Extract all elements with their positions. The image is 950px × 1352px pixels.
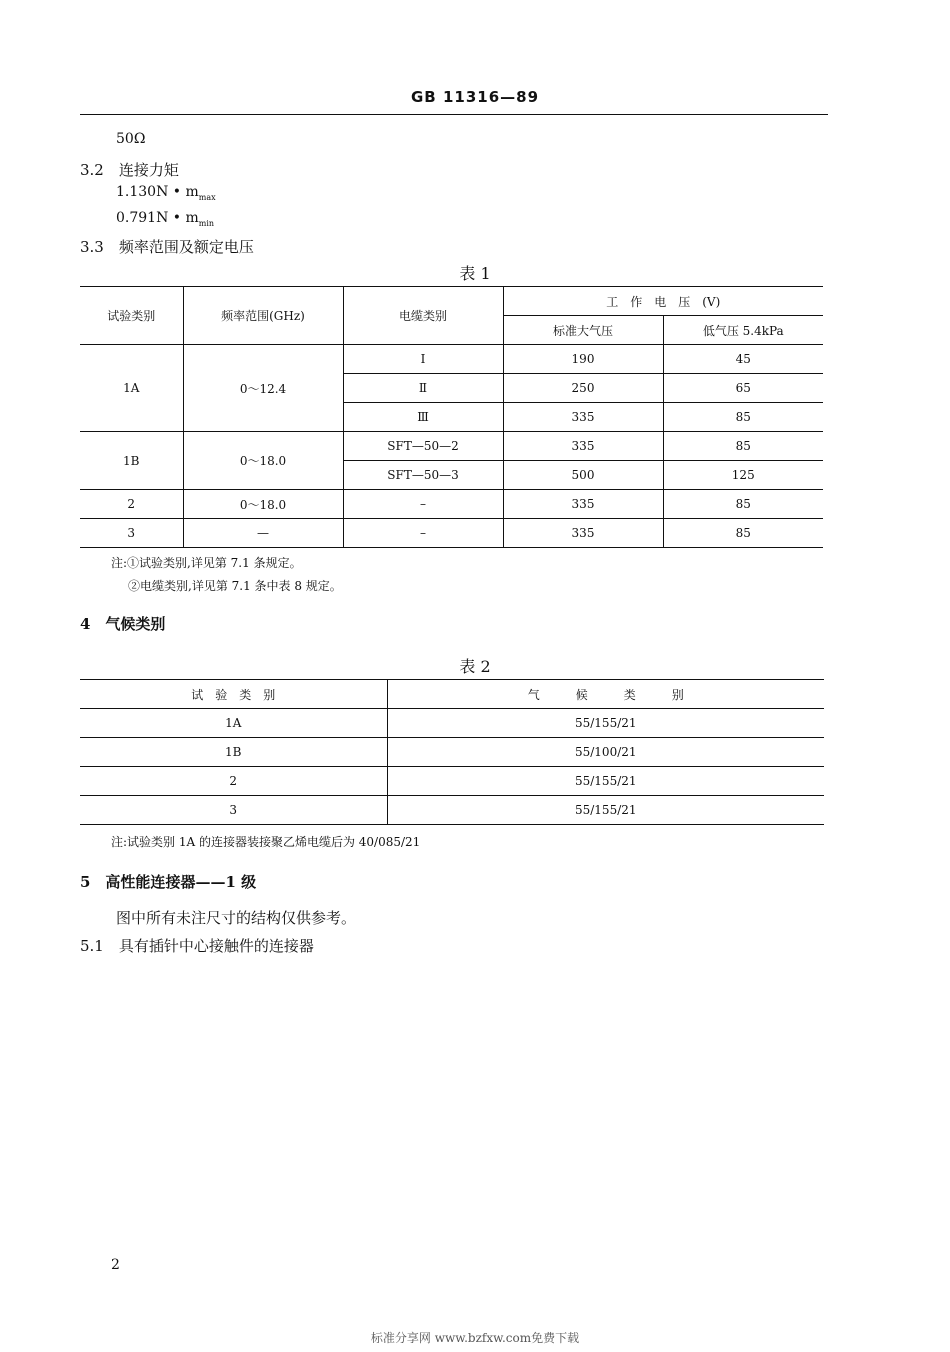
cell-cable: – [343,519,503,548]
table-1-note-2: ②电缆类别,详见第 7.1 条中表 8 规定。 [128,579,342,593]
cell-climate: 55/155/21 [574,803,637,817]
table-row [80,709,824,738]
section-5-title: 5 高性能连接器——1 级 [80,873,257,891]
cell-low: 85 [663,490,823,519]
cell-test: 3 [80,519,183,548]
section-3-2-title: 3.2 连接力矩 [80,161,179,179]
torque-min: 0.791N • $m_{min}$ [116,210,215,228]
torque-max: 1.130N • $m_{max}$ [116,184,216,202]
page-number: 2 [111,1257,120,1273]
cell-std: 335 [503,403,663,432]
section-5-1-title: 5.1 具有插针中心接触件的连接器 [80,937,314,955]
header-test-class: 试 验 类 别 [80,680,387,709]
impedance-value: 50Ω [116,131,146,147]
cell-std: 335 [503,490,663,519]
cell-std: 190 [503,345,663,374]
header-climate: 气 候 类 别 [387,680,824,709]
section-4-title: 4 气候类别 [80,615,166,633]
table-row [80,432,823,461]
cell-freq: 0～12.4 [183,345,343,432]
table-row [80,767,824,796]
section-3-3-title: 3.3 频率范围及额定电压 [80,238,254,256]
table-2-caption: 表 2 [459,657,491,676]
table-1-note-1: 注:①试验类别,详见第 7.1 条规定。 [111,556,302,570]
cell-test: 3 [80,796,387,825]
header-std-pressure: 标准大气压 [503,316,663,345]
table-row [80,490,823,519]
cell-test: 1A [80,709,387,738]
document-header: GB 11316—89 [410,88,540,106]
cell-test: 1B [80,738,387,767]
cell-climate: 55/100/21 [387,738,824,767]
cell-climate: 55/155/21 [387,767,824,796]
table-row [80,738,824,767]
cell-cable: SFT—50—2 [343,432,503,461]
table-1-caption: 表 1 [459,264,491,283]
cell-freq: — [183,519,343,548]
cell-cable: SFT—50—3 [343,461,503,490]
cell-std: 500 [503,461,663,490]
header-voltage: 工 作 电 压 (V) [503,287,823,316]
cell-test: 2 [80,490,183,519]
cell-low: 125 [663,461,823,490]
cell-test: 2 [80,767,387,796]
cell-climate: 55/155/21 [387,709,824,738]
table-2-note: 注:试验类别 1A 的连接器装接聚乙烯电缆后为 40/085/21 [111,835,421,849]
table-row [80,345,823,374]
cell-low: 85 [663,519,823,548]
cell-std: 335 [503,432,663,461]
header-low-pressure: 低气压 5.4kPa [663,316,823,345]
header-frequency: 频率范围(GHz) [183,287,343,345]
cell-test: 1A [80,345,183,432]
cell-test: 1B [80,432,183,490]
cell-freq: 0～18.0 [183,432,343,490]
table-row [80,796,824,825]
table-row [80,519,823,548]
cell-low: 45 [663,345,823,374]
cell-cable: Ⅰ [343,345,503,374]
cell-low: 85 [663,432,823,461]
table-1 [80,286,823,548]
cell-cable: Ⅲ [343,403,503,432]
section-5-text: 图中所有未注尺寸的结构仅供参考。 [116,909,357,927]
table-2 [80,679,824,825]
cell-std: 250 [503,374,663,403]
header-test-class: 试验类别 [80,287,183,345]
header-cable: 电缆类别 [343,287,503,345]
cell-low: 65 [663,374,823,403]
cell-cable: – [343,490,503,519]
cell-low: 85 [663,403,823,432]
cell-freq: 0～18.0 [183,490,343,519]
header-rule [80,114,828,115]
footer-watermark: 标准分享网 www.bzfxw.com免费下载 [370,1331,580,1345]
cell-cable: Ⅱ [343,374,503,403]
cell-std: 335 [503,519,663,548]
